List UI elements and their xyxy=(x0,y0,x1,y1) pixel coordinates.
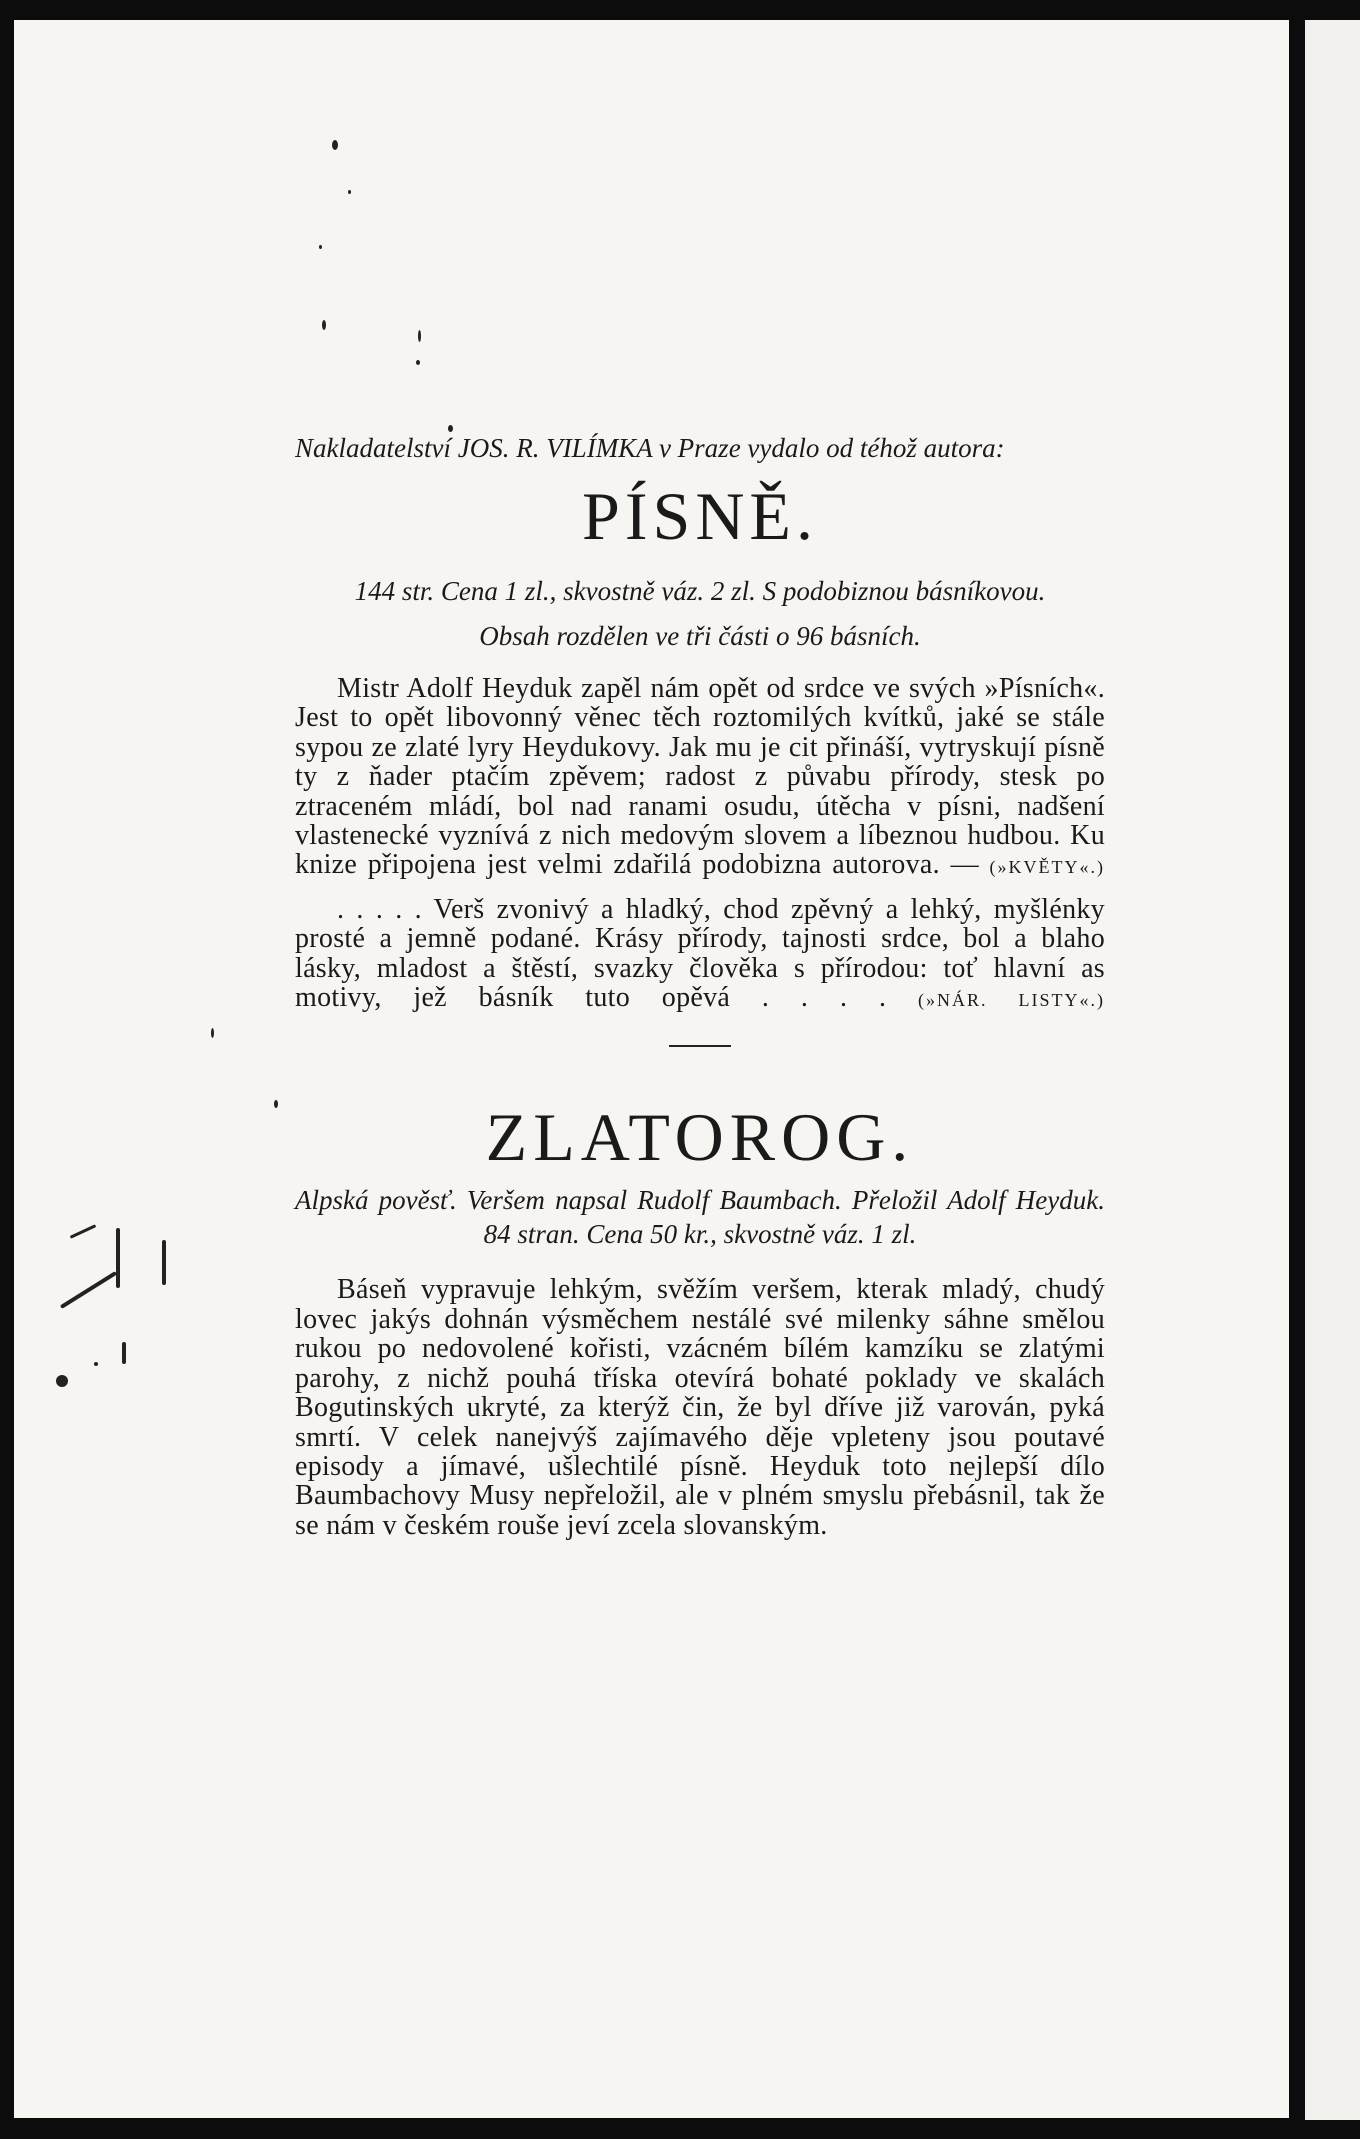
scan-speck xyxy=(319,245,322,249)
adjacent-page-edge xyxy=(1305,20,1360,2120)
scan-speck xyxy=(274,1100,278,1108)
scan-speck xyxy=(60,1271,117,1309)
book-title: ZLATOROG. xyxy=(485,1099,915,1176)
scan-speck xyxy=(322,320,326,330)
scan-speck xyxy=(56,1375,68,1387)
review-paragraph xyxy=(295,674,1105,883)
page-content xyxy=(295,430,1105,1540)
scan-speck xyxy=(94,1362,98,1366)
scan-speck xyxy=(418,330,421,342)
book-entry-pisne xyxy=(295,476,1105,1015)
scan-speck xyxy=(211,1028,214,1038)
scan-speck xyxy=(332,140,338,150)
scan-speck xyxy=(348,190,351,194)
book-info: Alpská pověsť. Veršem napsal Rudolf Baumbach. Přeložil Adolf Heyduk. 84 stran. Cena 50 kr., skvostně váz. 1 zl. xyxy=(295,1185,1105,1250)
book-title: PÍSNĚ. xyxy=(582,478,818,554)
review-source: (»KVĚTY«.) xyxy=(989,857,1105,878)
scan-speck xyxy=(416,360,420,365)
scan-speck xyxy=(116,1228,120,1288)
scan-speck xyxy=(122,1342,126,1364)
book-info: 144 str. Cena 1 zl., skvostně váz. 2 zl. S podobiznou básníkovou. xyxy=(354,576,1046,606)
review-text: Báseň vypravuje lehkým, svěžím veršem, kterak mladý, chudý lovec jakýs dohnán výsměchem nestálé své milenky sáhne smělou rukou po nedovolené kořisti, vzácném bílém kamzíku se zlatými parohy, z nichž pouhá tříska otevírá bohaté poklady ve skalách Bogutinských ukryté, za kterýž čin, že byl dříve již varován, pyká smrtí. V celek nanejvýš zajímavého děje vpleteny jsou poutavé episody a jímavé, ušlechtilé písně. Heyduk toto nejlepší dílo Baumbachovy Musy nepřeložil, ale v plném smyslu přebásnil, tak že se nám v českém rouše jeví zcela slovanským. xyxy=(295,1274,1105,1541)
review-paragraph xyxy=(295,895,1105,1016)
scan-speck xyxy=(162,1240,166,1285)
review-text: . . . . . Verš zvonivý a hladký, chod zpěvný a lehký, myšlénky prosté a jemně podané. Krásy přírody, tajnosti srdce, bol a blaho lásky, mladost a štěstí, svazky člověka s přírodou: toť hlavní as motivy, jež básník tuto opěvá . . . . xyxy=(295,893,1105,1014)
review-paragraph xyxy=(295,1275,1105,1540)
book-contents: Obsah rozdělen ve tři části o 96 básních. xyxy=(479,621,921,651)
section-divider xyxy=(669,1045,731,1047)
scan-speck xyxy=(70,1224,97,1239)
book-entry-zlatorog xyxy=(295,1097,1105,1540)
review-text: Mistr Adolf Heyduk zapěl nám opět od srdce ve svých »Písních«. Jest to opět libovonný věnec těch roztomilých kvítků, jaké se stále sypou ze zlaté lyry Heydukovy. Jak mu je cit přináší, vytryskují písně ty z ňader ptačím zpěvem; radost z půvabu přírody, stesk po ztraceném mládí, bol nad ranami osudu, útěcha v písni, nadšení vlastenecké vyznívá z nich medovým slovem a líbeznou hudbou. Ku knize připojena jest velmi zdařilá podobizna autorova. — xyxy=(295,673,1105,881)
review-source: (»NÁR. LISTY«.) xyxy=(918,990,1105,1011)
publisher-imprint: Nakladatelství JOS. R. VILÍMKA v Praze vydalo od téhož autora: xyxy=(295,433,1005,463)
